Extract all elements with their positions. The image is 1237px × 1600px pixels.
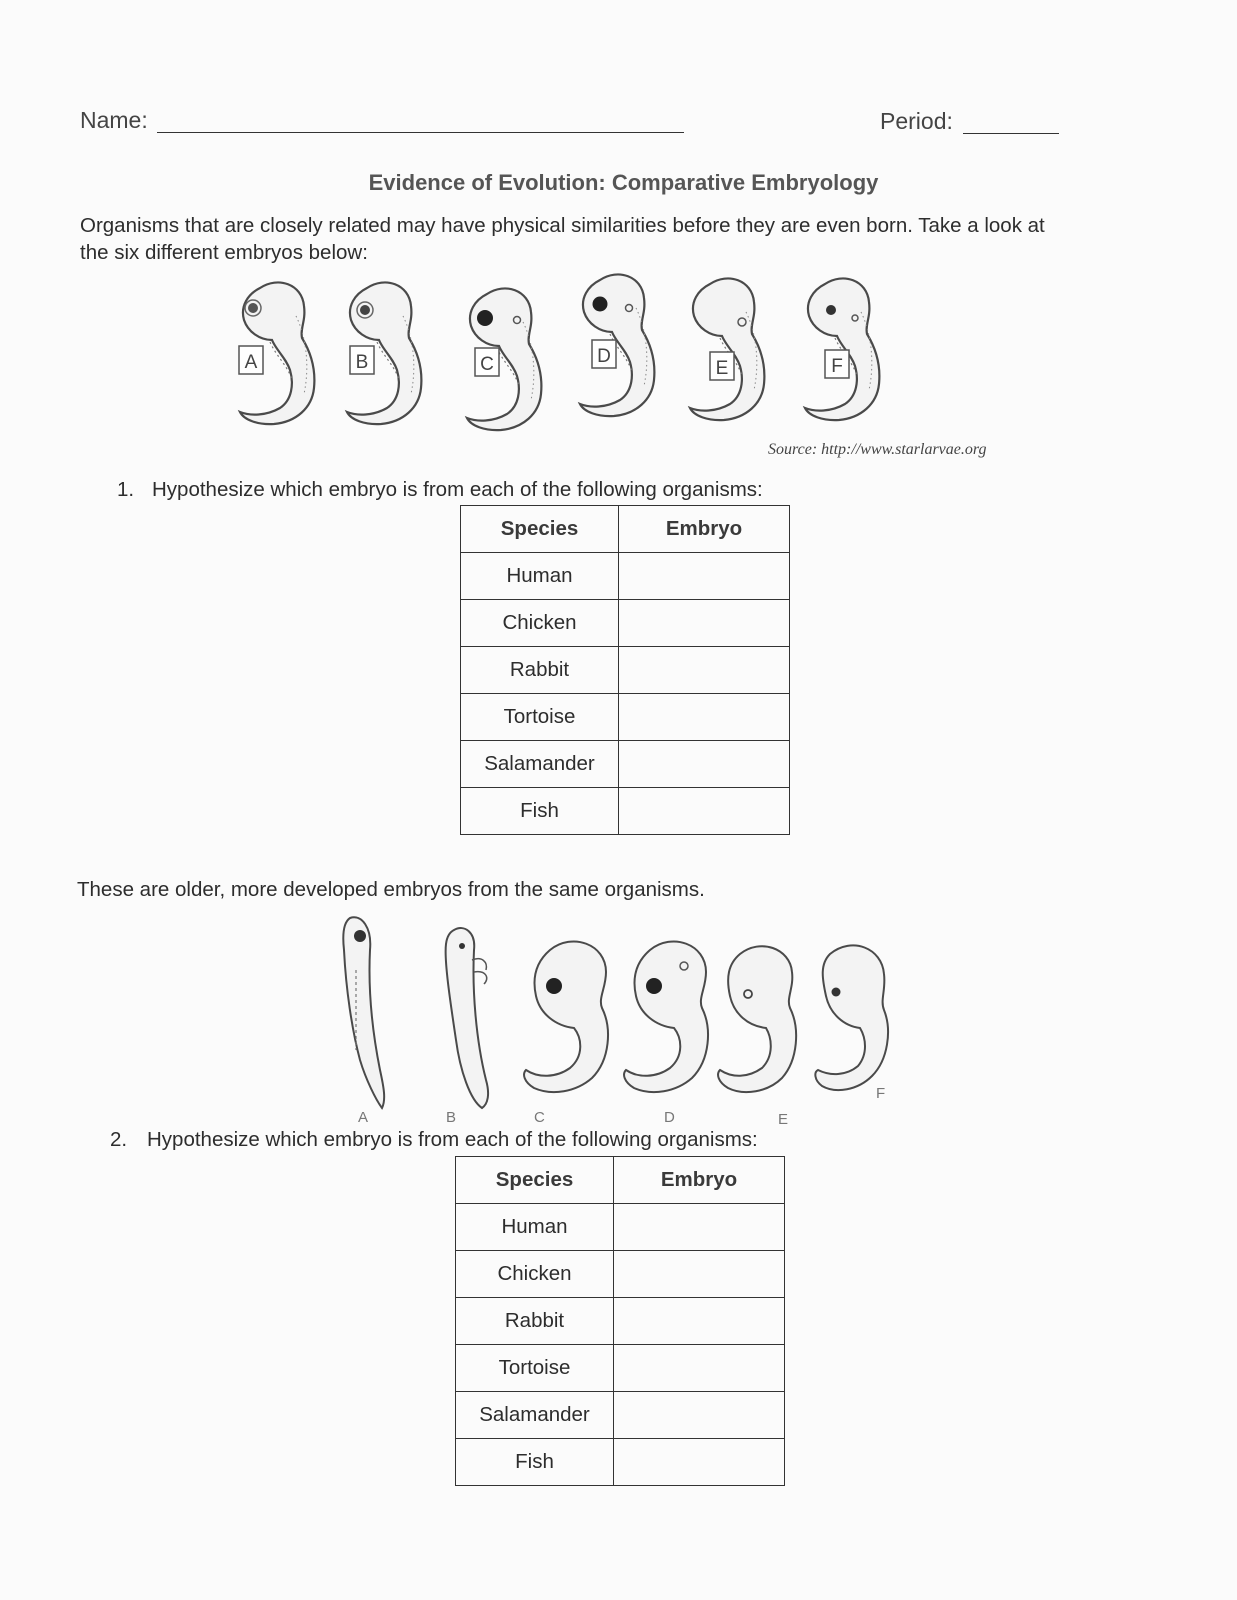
- table-1-header-embryo: Embryo: [619, 506, 790, 553]
- table-row: [456, 1345, 785, 1392]
- embryo-d-early: [580, 274, 654, 416]
- table-row: [461, 694, 790, 741]
- name-field[interactable]: [157, 132, 684, 133]
- embryo-answer-cell[interactable]: [619, 694, 790, 741]
- embryo-answer-cell[interactable]: [614, 1298, 785, 1345]
- embryo-e-early: [690, 278, 764, 420]
- embryo-answer-cell[interactable]: [619, 788, 790, 835]
- species-cell: Fish: [461, 788, 619, 835]
- embryo-c-older: [524, 941, 608, 1126]
- svg-text:A: A: [358, 1109, 369, 1126]
- page-title: Evidence of Evolution: Comparative Embryology: [368, 170, 879, 195]
- embryo-answer-cell[interactable]: [619, 741, 790, 788]
- embryo-answer-cell[interactable]: [614, 1439, 785, 1486]
- intro-line-2: the six different embryos below:: [80, 241, 368, 264]
- table-row: [456, 1439, 785, 1486]
- table-row: [461, 788, 790, 835]
- embryo-answer-cell[interactable]: [614, 1345, 785, 1392]
- embryo-answer-cell[interactable]: [614, 1204, 785, 1251]
- species-cell: Salamander: [461, 741, 619, 788]
- intro-line-1: Organisms that are closely related may have physical similarities before they are even born. Take a look at: [80, 214, 1045, 237]
- svg-text:B: B: [355, 352, 369, 373]
- table-2: [455, 1156, 785, 1486]
- table-row: [461, 553, 790, 600]
- embryo-e-older: [718, 946, 796, 1128]
- early-label-f: [825, 350, 849, 378]
- early-label-b: [350, 346, 374, 374]
- species-cell: Human: [456, 1204, 614, 1251]
- table-row: [456, 1298, 785, 1345]
- species-cell: Chicken: [461, 600, 619, 647]
- svg-text:F: F: [831, 356, 843, 377]
- embryo-answer-cell[interactable]: [619, 600, 790, 647]
- early-label-a: [239, 346, 263, 374]
- older-embryos-figure: [320, 910, 920, 1130]
- table-row: [456, 1251, 785, 1298]
- embryo-b-older: [446, 928, 488, 1126]
- question-2-text: Hypothesize which embryo is from each of the following organisms:: [147, 1128, 758, 1151]
- svg-text:A: A: [244, 352, 258, 373]
- name-label: Name:: [80, 107, 148, 133]
- species-cell: Fish: [456, 1439, 614, 1486]
- embryo-answer-cell[interactable]: [614, 1251, 785, 1298]
- species-cell: Salamander: [456, 1392, 614, 1439]
- svg-text:C: C: [534, 1109, 545, 1126]
- table-1-header-row: [461, 506, 790, 553]
- table-row: [461, 600, 790, 647]
- svg-text:C: C: [480, 354, 494, 375]
- older-embryos-text: These are older, more developed embryos from the same organisms.: [77, 878, 705, 901]
- table-1: [460, 505, 790, 835]
- svg-text:D: D: [664, 1109, 675, 1126]
- svg-text:F: F: [876, 1085, 886, 1102]
- early-label-e: [710, 352, 734, 380]
- table-row: [461, 741, 790, 788]
- early-embryos-figure: [225, 268, 925, 438]
- embryo-a-older: [343, 917, 384, 1126]
- table-row: [456, 1204, 785, 1251]
- species-cell: Human: [461, 553, 619, 600]
- embryo-f-older: [815, 945, 888, 1102]
- svg-text:E: E: [715, 358, 729, 379]
- species-cell: Tortoise: [456, 1345, 614, 1392]
- embryo-answer-cell[interactable]: [619, 553, 790, 600]
- svg-text:E: E: [778, 1111, 789, 1128]
- question-1-number: 1.: [117, 478, 135, 501]
- period-field[interactable]: [963, 133, 1059, 134]
- species-cell: Rabbit: [456, 1298, 614, 1345]
- period-label: Period:: [880, 108, 953, 134]
- table-row: [461, 647, 790, 694]
- table-2-header-species: Species: [456, 1157, 614, 1204]
- species-cell: Rabbit: [461, 647, 619, 694]
- species-cell: Chicken: [456, 1251, 614, 1298]
- embryo-answer-cell[interactable]: [614, 1392, 785, 1439]
- early-label-c: [475, 348, 499, 376]
- embryo-answer-cell[interactable]: [619, 647, 790, 694]
- table-1-header-species: Species: [461, 506, 619, 553]
- embryo-d-older: [624, 941, 708, 1126]
- question-1-text: Hypothesize which embryo is from each of the following organisms:: [152, 478, 763, 501]
- figure-source: Source: http://www.starlarvae.org: [768, 441, 987, 458]
- early-label-d: [592, 340, 616, 368]
- svg-text:B: B: [446, 1109, 457, 1126]
- table-2-header-embryo: Embryo: [614, 1157, 785, 1204]
- svg-text:D: D: [597, 346, 611, 367]
- table-row: [456, 1392, 785, 1439]
- species-cell: Tortoise: [461, 694, 619, 741]
- question-2-number: 2.: [110, 1128, 128, 1151]
- table-2-header-row: [456, 1157, 785, 1204]
